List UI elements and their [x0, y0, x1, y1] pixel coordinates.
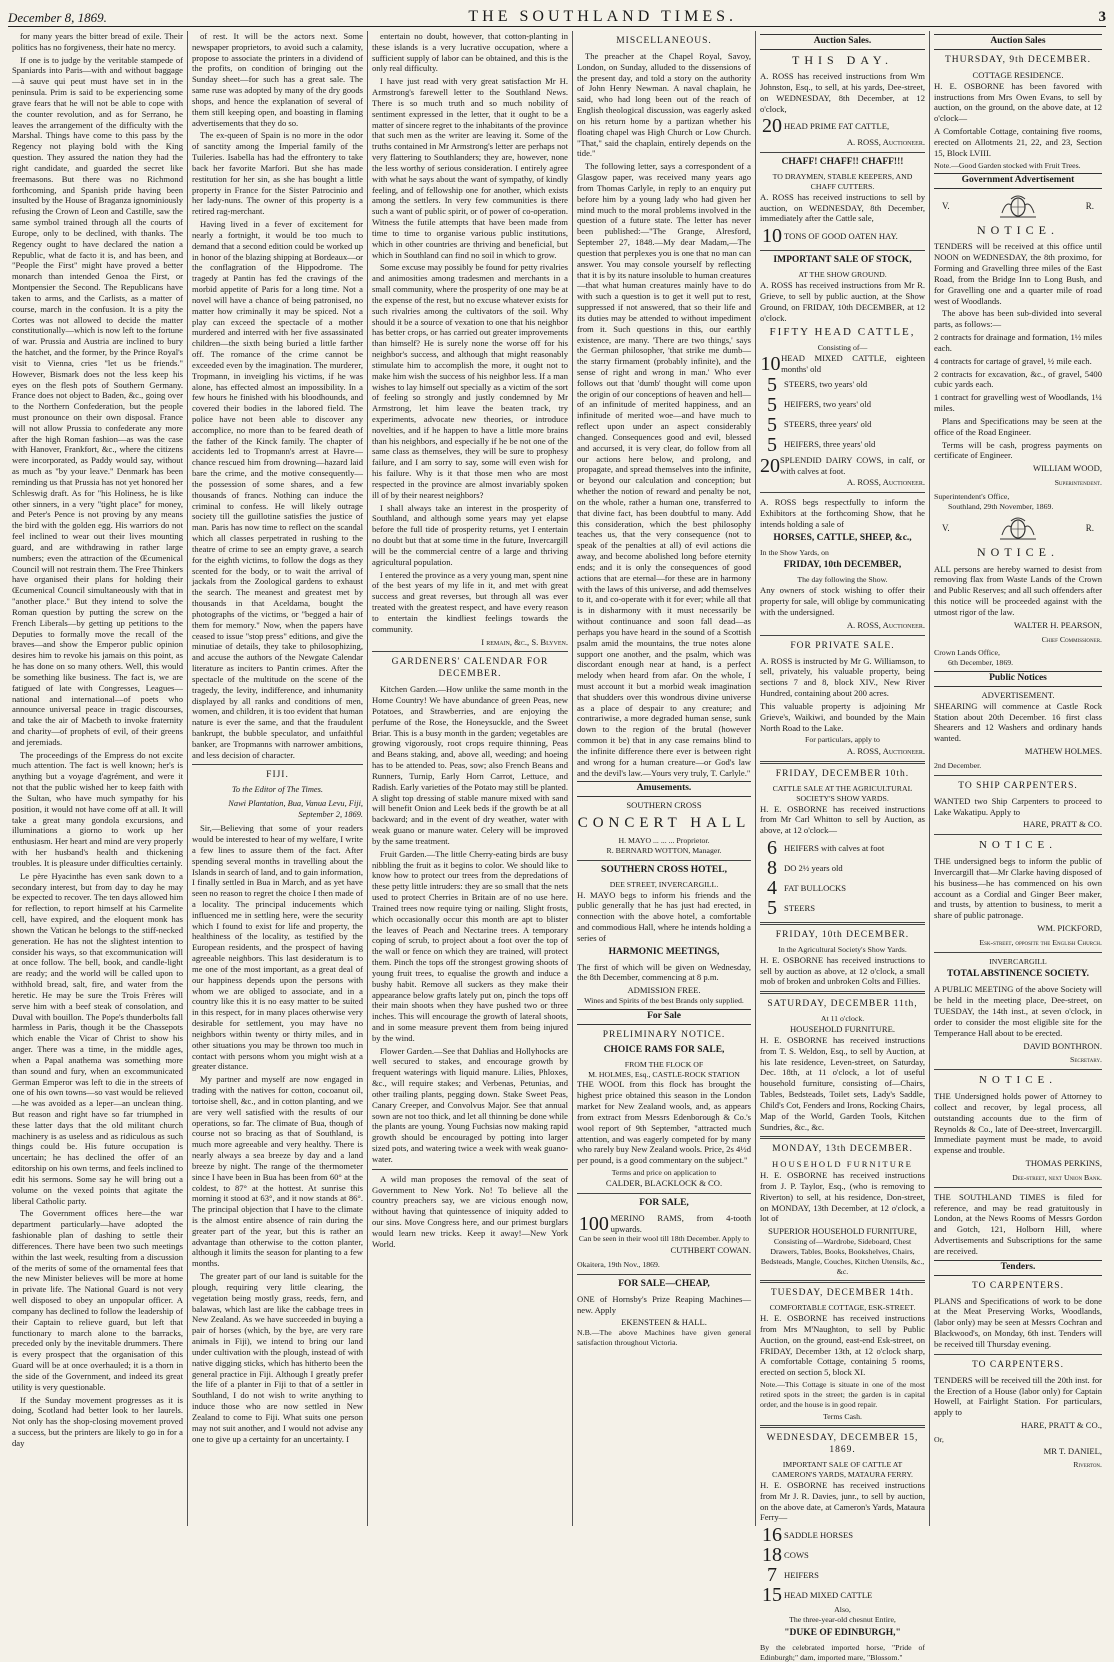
paragraph: The Government offices here—the war department particularly—have adopted the fashionable plan of dashing to settle their differences. There have been two such meetings within the last week, resulting from a discussion of the merits of some of the ornamental fees that the new Minister believes will be more at home in private life. The National Guard is not very well disposed to obey an unpopular officer. A company has declined to follow the leadership of their Captain to relieve guard, but left that functionary to march alone to the barracks, preceded only by the inevitable drummers. There is every prospect that the organisation of this Guard will be at once overhauled; it is a thorn in the side of the Government, and indeed its great utility is very questionable.	[12, 1208, 183, 1392]
divider	[760, 152, 925, 153]
gardeners-calendar-heading: GARDENERS' CALENDAR FOR DECEMBER.	[391, 657, 549, 680]
hotel-name: SOUTHERN CROSS HOTEL,	[601, 864, 727, 875]
stock-lots	[760, 353, 925, 476]
merino-date: Okaitera, 19th Nov., 1869.	[577, 1260, 660, 1270]
private-sale-heading: FOR PRIVATE SALE.	[790, 640, 895, 651]
hotel-text: H. MAYO begs to inform his friends and the public generally that he has just had erected, in connection with the above hotel, a comfortable and commodious Hall, where he intends holding a series of	[577, 889, 751, 943]
cheap-agent: EKENSTEEN & HALL.	[621, 1317, 707, 1328]
auctioneer-sign: A. ROSS, Auctioneer.	[846, 619, 925, 630]
letter-author: S. Blyven.	[531, 636, 568, 647]
column-1	[8, 31, 188, 1526]
ad-text: A. ROSS has received instructions from Mr R. Grieve, to sell by public auction, at the Show Ground, on FRIDAY, 10th DECEMBER, at 12 o'clock.	[760, 280, 925, 323]
for-sale-heading: For Sale	[577, 1009, 751, 1025]
merino-agent: CUTHBERT COWAN.	[670, 1245, 751, 1256]
masthead	[8, 4, 1106, 27]
lot-row: 5 STEERS	[767, 897, 816, 920]
rams-owner: M. HOLMES, Esq., CASTLE-ROCK STATION	[588, 1069, 740, 1079]
paragraph: Fruit Garden.—The little Cherry-eating birds are busy nibbling the fruit as it begins to color. We should like to know how to protect our trees from the depredations of these petty little intruders: they are so small that the nets used to protect Cherries in Britain are of no use here. Trained trees now require tying or nailing. Slight frosts, which occasionally occur this month are apt to blister the leaves of Peach and Nectarine trees. A temporary coping of scrub, to project about a foot over the top of the wall or fence on which they are trained, will protect them. Pinch the tops off the strongest growing shoots of young fruit trees, to equalise the growth and induce a bushy habit. Remove all suckers as they make their appearance below grafts lately put on, pinch the tops off their main shoots when they have pushed two or three inches. This will encourage the growth of lateral shoots, and in some measure prevent them from being injured by the wind.	[372, 848, 568, 1043]
public-notices-heading: Public Notices	[934, 671, 1102, 687]
divider	[934, 834, 1102, 835]
lot-row: 5 STEERS, three years' old	[767, 413, 872, 436]
column-5: Auction Sales. THIS DAY. A. ROSS has received instructions from Wm Johnston, Esq., to sell, at his yards, Dee-street, on WEDNESDAY, 8th December, at 12 o'clock, 20 HEAD PRIME FAT CATTLE, A. ROSS, Auctioneer. CHAFF! CHAFF!! CHAFF!!! TO DRAYMEN, STABLE KEEPERS, AND CHAFF CUTTERS. A. ROSS has received instructions to sell by auction, on WEDNESDAY, 8th December, immediately after the Cattle sale, 10 TONS OF GOOD OATEN HAY. IMPORTANT SALE OF STOCK, AT THE SHOW GROUND. A. ROSS has received instructions from Mr R. Grieve, to sell by public auction, at the Show Ground, on FRIDAY, 10th DECEMBER, at 12 o'clock. FIFTY HEAD CATTLE, Consisting of— 10 HEAD MIXED CATTLE, eighteen months' old 5 STEERS, two years' old 5 HEIFERS, two years' old 5 STEERS, three years' old 5 HEIFERS, three years' old 20 SPLENDID DAIRY COWS, in calf, or with calves at foot. A. ROSS, Auctioneer. A. ROSS begs respectfully to inform the Exhibitors at the forthcoming Show, that he intends holding a sale of HORSES, CATTLE, SHEEP, &c., In the Show Yards, on FRIDAY, 10th DECEMBER, The day following the Show. Any owners of stock wishing to offer their property for sale, will oblige by communicating with the undersigned. A. ROSS, Auctioneer. FOR PRIVATE SALE. A. ROSS is instructed by Mr G. Williamson, to sell, privately, his valuable property, being sections 7 and 8, block XIV., New River Hundred, containing about 200 acres. This valuable property is adjoining Mr Grieve's, Waikiwi, and bounded by the Main North Road to the Lake. For particulars, apply to A. ROSS, Auctioneer. FRIDAY, DECEMBER 10th. CATTLE SALE AT THE AGRICULTURAL SOCIETY'S SHOW YARDS. H. E. OSBORNE has received instructions from Mr Carl Whitton to sell by Auction, as above, at 12 o'clock— 6 HEIFERS with calves at foot 8 DO 2½ years old 4 FAT BULLOCKS 5 STEERS FRIDAY, 10th DECEMBER. In the Agricultural Society's Show Yards. H. E. OSBORNE has received instructions to sell by auction as above, at 12 o'clock, a small mob of broken and unbroken Colts and Fillies. SATURDAY, DECEMBER 11th, At 11 o'clock. HOUSEHOLD FURNITURE. H. E. OSBORNE has received instructions from T. S. Weldon, Esq., to sell by Auction, at his late residence, Leven-street, on Saturday, Dec. 18th, at 11 o'clock, a lot of useful household furniture, consisting of—Chairs, Tables, Bedsteads, Toilet sets, Lady's Saddle, Child's Cot, Fenders and Irons, Rocking Chairs, Map of the World, Garden Tools, Kitchen Sundries, &c., &c. MONDAY, 13th DECEMBER. HOUSEHOLD FURNITURE H. E. OSBORNE has received instructions from J. P. Taylor, Esq., (who is removing to Riverton) to sell, at his residence, Don-street, on MONDAY, 13th December, at 12 o'clock, a lot of SUPERIOR HOUSEHOLD FURNITURE, Consisting of—Wardrobe, Sideboard, Chest Drawers, Tables, Books, Bookshelves, Chairs, Bedsteads, Mangle, Couches, Kitchen Utensils, &c., &c. TUESDAY, DECEMBER 14th. COMFORTABLE COTTAGE, ESK-STREET. H. E. OSBORNE has received instructions from Mrs M'Naughton, to sell by Public Auction, on the ground, east-end Esk-street, on FRIDAY, December 13th, at 12 o'clock sharp, A comfortable Cottage, containing 5 rooms, erected on section 5, block XI. Note.—This Cottage is situate in one of the most retired spots in the street; the garden is in capital order, and the house is in good repair. Terms Cash. WEDNESDAY, DECEMBER 15, 1869. IMPORTANT SALE OF CATTLE AT CAMERON'S YARDS, MATAURA FERRY. H. E. OSBORNE has received instructions from Mr J. R. Davies, junr., to sell by auction, on the above date, at Cameron's Yards, Mataura Ferry— 16 SADDLE HORSES 18 COWS 7 HEIFERS 15 HEAD MIXED CATTLE Also, The three-year-old chesnut Entire, "DUKE OF EDINBURGH," By the celebrated imported horse, "Pride of Edinburgh;" dam, imported mare, "Blossom."	[756, 31, 930, 1526]
royal-arms-icon	[998, 515, 1038, 541]
royal-crest: V. R.	[942, 515, 1094, 541]
harmonic-text: The first of which will be given on Wednesday, the 8th December, commencing at 8 p.m.	[577, 961, 751, 983]
concert-manager: R. BERNARD WOTTON, Manager.	[606, 845, 722, 855]
wines-note: Wines and Spirits of the best Brands only supplied.	[584, 996, 744, 1006]
rams-text: THE WOOL from this flock has brought the highest price obtained this season in the London market for New Zealand wools, and, as appears from extract from Messrs Edenborough & Co.'s wool report of 9th September, "attracted much attention, and was eagerly competed for by many who rarely buy New Zealand wools. Price, 2s 4½d per pound, is a good commentary on the subject."	[577, 1079, 751, 1166]
rams-agent: CALDER, BLACKLOCK & CO.	[605, 1177, 723, 1188]
paragraph: The following letter, says a correspondent of a Glasgow paper, was received many years ago from Thomas Carlyle, in reply to an enquiry put before him by a young lady who had given her mind much to the moral problems involved in the question of a future state. The letter has never been published:—"The Grange, Alresford, September 27, 1848.—My dear Madam,—The question that perplexes you is one that no man can answer. You may console yourself by reflecting that it is by its nature insoluble to human creatures—that what human creatures mainly have to do with such a question is to get it well put to rest, suppressed if not answered, that so their life and its duties may be attended to without impediment from it. Such questions in this, our earthly existence, are many. 'There are two things,' says the German philosopher, 'that strike me dumb—the starry firmament (probably infinite), and the sense of right and wrong in man.' Who ever follows out that 'dumb' thought will come upon the origin of our conceptions of heaven and hell—of an infinitude of merited happiness, and an infinitude of merited woe—and have much to reflect upon under an aspect considerably changed. Consequences good and evil, blessed and accursed, it is very clear, do follow from all our actions here below, and prolong, and propagate, and spread themselves into the infinite, or beyond our calculation and conception; but whether the notion of reward and penalty be not, on the whole, rather a human one, transferred to that divine fact, has been doubtful to many. Add this consideration, which the best philosophy teaches us, that the very consequence (not to speak of the penalties at all) of evil actions die away, and become abolished long before eternity ends; and it is only the consequences of good actions that are eternal—for these are in harmony with the laws of this universe, and add themselves to it, and co-operate with it for ever; while all that is in disharmony with it must necessarily be without continuance and soon fall dead—as perhaps you have heard in the sound of a Scottish psalm amid the mountains, the true notes alone support one another, and the psalm, which was discordant enough near at hand, is a perfect melody when heard from afar. On the whole, I must account it but a morbid weak imagination that shudders over this wondrous divine universe as a place of despair to any creature; and contrariwise, a more degraded human sense, sunk down to the region of the brutal (however common it be) that in any case remains blind to the infinite difference there ever is between right and wrong for a human creature—or God's law and the devil's law.—Yours very truly, T. Carlyle."	[577, 161, 751, 778]
admission-free: ADMISSION FREE.	[627, 985, 701, 996]
preliminary-notice: PRELIMINARY NOTICE.	[602, 1029, 726, 1040]
divider	[760, 1136, 925, 1139]
rams-from: FROM THE FLOCK OF	[624, 1059, 704, 1069]
column-3	[368, 31, 573, 1526]
merino-seen: Can be seen in their wool till 18th December. Apply to	[578, 1234, 750, 1244]
stock-sale-heading: IMPORTANT SALE OF STOCK,	[773, 255, 912, 266]
cheap-text: ONE of Hornsby's Prize Reaping Machines—new. Apply	[577, 1293, 751, 1315]
paragraph: I have just read with very great satisfaction Mr H. Armstrong's farewell letter to the Southland News. There is so much truth and so much nobility of sentiment expressed in the letter, that it ought to be a matter of sincere regret to the inhabitants of the province that such men as the writer are leaving it. Some of the truths contained in Mr Armstrong's letter are perhaps not very flattering to Southlanders; they are, however, none the less worthy of serious consideration. I entirely agree with what he says about the want of sympathy, of kindly feeling, and of fellowship one for another, which exists among the settlers. In very few communities is there such a want of public spirit, or of power of co-operation. Witness the futile attempts that have been made from time to time to organise various public institutions, which in other countries are thriving and beneficial, but which in Southland can find no soil in which to grow.	[372, 76, 568, 260]
divider	[760, 492, 925, 493]
harmonic-meetings: HARMONIC MEETINGS,	[608, 946, 720, 957]
letter-signoff: I remain, &c., S. Blyven.	[481, 636, 568, 647]
auctioneer-sign: A. ROSS, Auctioneer.	[846, 137, 925, 148]
paragraph: Having lived in a fever of excitement for nearly a fortnight, it would be too much to demand that a second edition could be worked up in honor of the blazing shipping at Bordeaux—or the conflagration of the Hippodrome. The tragedy at Pantin has fed the cravings of the morbid appetite of Paris for a long time. Not a novel will have a chance of being patronised, no matter how criminally it may be spiced. Not a play can exceed the spectacle of a mother murdered and interred with her five assassinated children—the sixth being buried a little farther off. The romance of the crime cannot be exceeded even by the imagination. The murderer, Tropmann, in inveigling his victims, if he was alone, has effected almost an impossibility. In a few hours he finished with his bloodhounds, and covered their bodies in the labored field. The police have not been able to discover any accomplice, no more than to be feared death of the father of the Kinck family. The chapter of accidents led to Tropmann's arrest at Havre—chance rescued him from drowning—hazard laid bare the crime, and the motive consequently—the possession of some shares, and a few thousands of francs. Nothing can induce the criminal to confess. He will likely outrage society till the guillotine satisfies the justice of man. Paris has now time to reflect on the scandal which all classes perpetrated in rushing to the theatre of crime to see an empty grave, a search for the eighth victims, to follow the dogs as they scented for the body, or to wait the arrival of jackals from the Zoological gardens to exhaust the search. The meanest and greatest met by thousands in that Aceldama, bought the photographs of the victims, or "begged a hair of them for memory." Now, when the papers have ceased to issue "stop press" editions, and give the minutiae of details, they take to philosophizing, and accuse the authors of the Newgate Calendar literature as inciters to Pantin crimes. After the spectacle of the multitude on the scene of the tragedy, the levity, indifference, and inhumanity displayed by all ranks and conditions of men, women, and children, it is too evident that human nature is ever the same, and that the fraudulent bankrupt, the bubble speculator, and unfaithful banker, are Tropmanns with narrower ambitions, and less decision of character.	[192, 219, 363, 760]
columns	[8, 31, 1106, 1662]
lot-row: 10 HEAD MIXED CATTLE, eighteen months' old	[760, 352, 925, 375]
issue-date: December 8, 1869.	[8, 10, 107, 25]
paris-correspondence	[12, 31, 183, 1449]
chaff-sub: TO DRAYMEN, STABLE KEEPERS, AND CHAFF CUTTERS.	[772, 172, 913, 191]
lot-row: 20 SPLENDID DAIRY COWS, in calf, or with calves at foot.	[760, 454, 925, 477]
cheap-heading: FOR SALE—CHEAP,	[618, 1278, 710, 1289]
divider	[760, 761, 925, 764]
auction-sales-heading: Auction Sales.	[760, 34, 925, 50]
paragraph: of rest. It will be the actors next. Some newspaper proprietors, to avoid such a calamity, propose to associate the printers in a dividend of the profits, on condition of bringing out the Sunday sheet—for such has a great sale. The same ruse was adopted by many of the dry goods shops, and hence the explanation of several of them still keeping open, and boasting in flaming advertisements that they do so.	[192, 31, 363, 128]
chaff-heading: CHAFF! CHAFF!! CHAFF!!!	[781, 157, 904, 168]
choice-rams-heading: CHOICE RAMS FOR SALE,	[603, 1044, 725, 1055]
lot-row: 5 HEIFERS, two years' old	[767, 393, 872, 416]
newspaper-title: THE SOUTHLAND TIMES.	[468, 8, 737, 25]
paragraph: for many years the bitter bread of exile. Their politics has no forgiveness, their hate no mercy.	[12, 31, 183, 52]
divider	[577, 1274, 751, 1275]
lot-row: 4 FAT BULLOCKS	[767, 877, 846, 900]
miscellaneous-heading: MISCELLANEOUS.	[616, 36, 712, 46]
lot-row: 7 HEIFERS	[767, 1564, 819, 1587]
paragraph: I shall always take an interest in the prosperity of Southland, and although some years may yet elapse before the full tide of prosperity returns, yet I entertain no doubt but that at some time in the future, Invercargill will be the commercial centre of a large and thriving agricultural population.	[372, 502, 568, 567]
divider	[934, 1187, 1102, 1188]
paragraph: entertain no doubt, however, that cotton-planting in these islands is a very lucrative occupation, where a sufficient supply of labor can be obtained, and this is the only real difficulty.	[372, 31, 568, 74]
lot-row: 18 COWS	[762, 1544, 809, 1567]
divider	[192, 764, 363, 765]
rams-terms: Terms and price on application to	[611, 1168, 717, 1178]
ad-text: A. ROSS begs respectfully to inform the Exhibitors at the forthcoming Show, that he intends holding a sale of	[760, 497, 925, 529]
royal-crest: V. R.	[942, 193, 1094, 219]
divider	[760, 250, 925, 251]
merino-text: MERINO RAMS, from 4-tooth upwards.	[610, 1212, 751, 1234]
ad-text: A. ROSS has received instructions to sell by auction, on WEDNESDAY, 8th December, immediately after the Cattle sale,	[760, 191, 925, 224]
lot-row: 15 HEAD MIXED CATTLE	[762, 1584, 873, 1607]
lot-row: 20 HEAD PRIME FAT CATTLE,	[762, 115, 890, 138]
concert-hall-title: CONCERT HALL	[577, 815, 751, 832]
divider	[577, 860, 751, 861]
fiji-to-editor: To the Editor of The Times.	[232, 785, 323, 795]
divider	[372, 1169, 568, 1170]
paragraph: Sir,—Believing that some of your readers would be interested to hear of my welfare, I write a few lines to assure them of the fact. After spending several months in travelling about the Islands in search of land, and to gain information, I finally settled in Bua in March, and as yet have seen no reason to regret the choice I then made of a locality. The principal inducements which influenced me in settling here, were the security which I found to exist for life and property, the healthiness of the locality, as testified by the European residents, and the prospect of having agreeable neighbors. This last desideratum is to me one of the most important, as a great deal of our happiness depends upon the persons with whom we are obliged to associate, and in a country like this it is no easy matter to be suited in this respect, for in many places otherwise very desirable for settlement, you may have no neighbors within twenty or thirty miles, and in other situations you may be thrown too much in contact with persons whom you might wish at a greater distance.	[192, 823, 363, 1072]
lot-row: 5 HEIFERS, three years' old	[767, 433, 876, 456]
column-4	[573, 31, 756, 1526]
divider	[934, 775, 1102, 776]
paragraph: I entered the province as a very young man, spent nine of the best years of my life in it, and met with great success and great reverses, but through all was ever treated with the greatest respect, and have every reason to entertain the kindliest feelings towards the community.	[372, 569, 568, 634]
paragraph: The ex-queen of Spain is no more in the odor of sanctity among the Imperial family of the Tuileries. Isabella has had the effrontery to take back her favorite Marfori. But she has made restitution for her sin, as she has bought a little property in France for the Sister Patrocinio and her lady-nuns. The owner of this property is a retired rag-merchant.	[192, 130, 363, 217]
page-number: 3	[1098, 9, 1106, 25]
paragraph: If one is to judge by the veritable stampede of Spaniards into Paris—with and without baggage—à sauve qui peut must have set in in the peninsula. Prim is said to be experiencing some grave fears that he will not be able to cope with the counter revolution, and as for Serrano, he leaves the arrangement of the difficulty with the Marshal. Things have come to this pass by the Regency not playing bold with the King question. They assured the nation they had the right candidate, and guarded the secret like freemasons. But there was no Richmond forthcoming, and Spanish pride having been insulted by the House of Braganza ignominiously refusing the Crown of Leon and Castille, saw the same symbol trained through all the courts of Europe, only to be declined, with thanks. The Regency ought to have declared the nation a Republic, what de facto it is, and has been, and "People the First" might have proved a better monarch than intended Genoa the First, or Montpensier the Second. The Republicans have taken to arms, and the Carlists, as a matter of course, march in the confusion. It is a pity the Cortes was not allowed to decide the matter constitutionally—which is now left to the fortune of war. Prussia and Austria are inclined to bury the hatchet, and the former, by the Prince Royal's visit to Vienna, cries "let us be friends." However, Bismark does not the less keep his eyes on the flesh pots of Southern Germany. France does not object to Baden, &c., going over to the Northern Confederation, but the people must pronounce on their own disposal. France will not allow Prussia to confederate any more after the high Roman fashion—as was the case with Hanover, Frankfort, &c., where the citizens were incorporated, as Paddy would say, without as much as "by your leave." Denmark has been reminding us that Prussia has not yet honored her Schleswig draft. As for "his Holiness, he is like other sinners, in a very "tight place" for money, and Peter's Pence is not proving by any means the bird with the golden egg. His warriors do not feel inclined to wear out their lives mounting guard, and are withdrawing in rather large numbers; even the attraction of the Œcumenical Council will not restrain them. The Free Thinkers have organised their plans for holding their Œcumenical Council simultaneously with that in "another place." But they intend to solve the Roman question by putting the screw on the French Liberals—by getting up petitions to the Deputies to formally move the recall of the braves—and show the Emperor public opinion desires him to revoke his jamais on this point, as he has done on so many others. Well, this would be something like business. The fact is, we are fatigued of late with Congresses, Leagues—national and international—of poets who announce universal peace in tragic discourses, and take the air of Macbeth to invoke fraternity and charity—of prophets of evil, of their greens and jeremiads.	[12, 54, 183, 747]
merino-lot	[577, 1213, 751, 1235]
fiji-heading: FIJI.	[266, 770, 289, 781]
this-day: THIS DAY.	[791, 52, 893, 67]
divider	[760, 635, 925, 636]
paragraph: A wild man proposes the removal of the seat of Government to New York. No! To believe all the country preachers say, we are vicious enough now, without having that quintessence of iniquity added to our sins. Move Congress here, and our primest burglars would learn new tricks. Keep it away!—New York World.	[372, 1173, 568, 1249]
paragraph: The preacher at the Chapel Royal, Savoy, London, on Sunday, alluded to the dissensions of the present day, and told a story on the authority of John Henry Newman. A naval chaplain, he said, who had long been out of the reach of English theological discussion, was eagerly asked on his return home by a partizan whether his floating chapel was High Church or Low Church. "That," said the chaplain, entirely depends on the tide."	[577, 50, 751, 159]
auction-sales-heading: Auction Sales	[934, 34, 1102, 50]
paragraph: If the Sunday movement progresses as it is doing, Scotland had better look to her laurels. Not only has the shop-closing movement proved a success, but the printers are likely to go in for a day	[12, 1394, 183, 1448]
cheap-nb: N.B.—The above Machines have given general satisfaction throughout Victoria.	[577, 1328, 751, 1348]
fifty-head-cattle: FIFTY HEAD CATTLE,	[769, 326, 916, 339]
paragraph: Flower Garden.—See that Dahlias and Hollyhocks are well secured to stakes, and encourage growth by frequent waterings with liquid manure. Lilies, Phloxes, &c., will require stakes; and Verbenas, Petunias, and other trailing plants, pegging down. Stake Sweet Peas, Canary Creeper, and Convolvus Major. See that annual sown are not too thick, and let all thinning be done while the plants are young. Young Fuchsias now making rapid growth should be encouraged by potting into larger sized pots, and watering twice a week with weak guano-water.	[372, 1045, 568, 1164]
tenders-heading: Tenders.	[934, 1260, 1102, 1276]
paragraph: The proceedings of the Empress do not excite much attention. The fact is well known; her's is anything but a voyage d'agrément, and were it not that the public wished her to keep faith with the Sultan, who have much sympathy for his position, it would not have come off at all. It will take a great many gondola excursions, and illuminations a giorno to work up her enthusiasm. Her heart and mind are very properly with her husband's health and thickening troubles. It is pleasure under difficulties certainly.	[12, 749, 183, 868]
lot-row: 8 DO 2½ years old	[767, 857, 843, 880]
concert-prefix: SOUTHERN CROSS	[626, 800, 702, 811]
amusements-heading: Amusements.	[577, 781, 751, 797]
merino-quantity: 100	[578, 1212, 609, 1235]
paragraph: Kitchen Garden.—How unlike the same month in the Home Country! We have abundance of green Peas, new Potatoes, and Strawberries, and are enjoying the perfume of the Rose, the Honeysuckle, and the Sweet Briar. This is a busy month in the garden; vegetables are growing vigorously, root crops require thinning, Peas and Beans staking, and, above all, weeding; and hoeing has to be attended to. Peas, sow; also French Beans and Runners, Turnip, Early Horn Carrot, Lettuce, and Radish. Early varieties of the Potato may still be planted. A slight top dressing of stable manure mixed with sand will benefit Onion and Leek beds if the growth be at all backward; and in the event of dry weather, water with weak guano or manure water. Celery will be improved by the same treatment.	[372, 684, 568, 846]
paragraph: Le père Hyacinthe has even sank down to a secondary interest, but from day to day he may be expected to recover. The ten days allowed him for reflection, to report himself at his Carmelite cell, have expired, and the eloquent monk has shown the Vatican he belongs to the stiff-necked generation. He has not the slightest intention to consider his ways, so that excommunication will at once follow. The bell, book, and candle-light are ready; and the world will be called upon to withhold bread, salt, fire, and water from the heretic. He may be sure the Trois Frères will serve him with a beef steak of consolation, and Duval with bouillon. The Pope's thunderbolts fall harmless in Paris, though it be the Chassepots which enable the Vicar of Christ to show his anger. There was a time, in the middle ages, when a Papal anathema was something more than sound and fury, when an excommunicated German Emperor was left to die in the streets of one of his own towns—so vast would be relieved—he was avoided as a leper—an unclean thing. But reason and right have so far triumphed in these latter days that the old militant church machinery is as useless and as ridiculous as such things could be. His future occupation is uncertain; he has declined the offer of an editorship on his own terms, and feels inclined to edit his sermons. Some say he will bring out a volume on the vexed points that agitate the liberal Catholic party.	[12, 870, 183, 1206]
hotel-street: DEE STREET, INVERCARGILL.	[609, 879, 719, 889]
lot-row: 10 TONS OF GOOD OATEN HAY.	[762, 225, 898, 248]
government-advertisement-heading: Government Advertisement	[934, 173, 1102, 189]
auctioneer-sign: A. ROSS, Auctioneer.	[846, 477, 925, 488]
divider	[760, 1280, 925, 1283]
column-6: Auction Sales THURSDAY, 9th DECEMBER. COTTAGE RESIDENCE. H. E. OSBORNE has been favored with instructions from Mrs Owen Evans, to sell by auction, on the ground, on the above date, at 12 o'clock— A Comfortable Cottage, containing five rooms, erected on Allotments 21, 22, and 23, Section 15, Block LVIII. Note.—Good Garden stocked with Fruit Trees. Government Advertisement V. R. NOTICE. TENDERS will be received at this office until NOON on WEDNESDAY, the 8th proximo, for Forming and Gravelling three miles of the East Road, from the Bridge Inn to Long Bush, and for Gravelling one and a quarter mile of road west of Woodlands. The above has been sub-divided into several parts, as follows:— 2 contracts for drainage and formation, 1½ miles each. 4 contracts for cartage of gravel, ½ mile each. 2 contracts for excavation, &c., of gravel, 5400 cubic yards each. 1 contract for gravelling west of Woodlands, 1¼ miles. Plans and Specifications may be seen at the office of the Road Engineer. Terms will be cash, progress payments on certificate of Engineer. WILLIAM WOOD, Superintendent. Superintendent's Office, Southland, 29th November, 1869. V. R. NOTICE. ALL persons are hereby warned to desist from removing flax from Waste Lands of the Crown and Public Reserves; and all such offenders after this notice will be proceeded against with the utmost rigor of the law. WALTER H. PEARSON, Chief Commissioner. Crown Lands Office, 6th December, 1869. Public Notices ADVERTISEMENT. SHEARING will commence at Castle Rock Station about 20th December. 16 first class Shearers and 12 Washers and ordinary hands wanted. MATHEW HOLMES. 2nd December. TO SHIP CARPENTERS. WANTED two Ship Carpenters to proceed to Lake Wakatipu. Apply to HARE, PRATT & CO. NOTICE. THE undersigned begs to inform the public of Invercargill that—Mr Clarke having disposed of his business—he has commenced on his own account as a Cordial and Ginger Beer maker, and trusts, by attention to business, to merit a share of public patronage. WM. PICKFORD, Esk-street, opposite the English Church. INVERCARGILL TOTAL ABSTINENCE SOCIETY. A PUBLIC MEETING of the above Society will be held in the meeting place, Dee-street, on TUESDAY, the 14th inst., at seven o'clock, in order to consider the most eligible site for the Temperance Hall about to be erected. DAVID BONTHRON. Secretary. NOTICE. THE Undersigned holds power of Attorney to collect and recover, by legal process, all outstanding accounts due to the firm of Reynolds & Co., late of Dee-street, Invercargill. Immediate payment must be made, to avoid expense and trouble. THOMAS PERKINS, Dee-street, next Union Bank. THE SOUTHLAND TIMES is filed for reference, and may be read gratuitously in London, at the News Rooms of Messrs Gordon and Gotch, 121, Holborn Hill, where Advertisements and Subscriptions for the same are received. Tenders. TO CARPENTERS. PLANS and Specifications of work to be done at the Meat Preserving Works, Woodlands, (labor only) may be seen at Messrs Cochran and Blackwood's, on Monday, 6th inst. Tenders will be received till Thursday evening. TO CARPENTERS. TENDERS will be received till the 20th inst. for the Erection of a House (labor only) for Captain Howell, at Fairlight Station. For particulars, apply to HARE, PRATT & CO., Or, MR T. DANIEL, Riverton.	[934, 36, 1102, 1470]
divider	[934, 1354, 1102, 1355]
divider	[760, 922, 925, 925]
divider	[760, 1425, 925, 1428]
paragraph: My partner and myself are now engaged in trading with the natives for cotton, cocoanut oil, tortoise shell, &c., and in cotton planting, and we are very well satisfied with the results of our operations, so far. The climate of Bua, though of course not so bracing as that of Southland, is much more agreeable and very healthy. There is nearly always a sea breeze by day and a land breeze by night. The range of the thermometer since I have been in Bua has been from 60° at the coldest, to 87° at the hottest. At sunrise this morning it stood at 63°, and it now stands at 86°. The principal objection that I have to the climate is the almost entire absence of rain during the greater part of the year, but this is rather an advantage than otherwise to the cotton planter, although it limits the season for planting to a few months.	[192, 1074, 363, 1269]
merino-heading: FOR SALE,	[639, 1197, 689, 1208]
column-2	[188, 31, 368, 1526]
auctioneer-sign: A. ROSS, Auctioneer.	[846, 746, 925, 757]
stock-sale-sub: AT THE SHOW GROUND.	[798, 270, 887, 280]
divider	[760, 991, 925, 994]
divider	[577, 1193, 751, 1194]
paragraph: Some excuse may possibly be found for petty rivalries and animosities among tradesmen and merchants in a small community, where the prosperity of one may be at the expense of the rest, but no excuse whatever exists for such rivalries among the cultivators of the soil. Why should it be a source of vexation to one that his neighbor has better crops, or has carried out greater improvements than himself? He is surely none the worse off for his neighbor's success, and although that might reasonably stimulate him to accomplish the more, it ought not to make him wish the success of his neighbor less. If a man wishes to lay himself out specially as a victim of the sort of feeling so strongly and justly condemned by Mr Armstrong, let him leave the beaten track, try experiments, advocate new theories, or introduce novelties, and if he happen to have a little more brains than his neighbors, and especially if he be not one of the same class as themselves, they will be sure to prophesy failure, and I am sorry to say, some will even wish for his failure. Why is it that those men who are most respected in the province are almost invariably spoken ill of by their nearest neighbors?	[372, 262, 568, 500]
lot-row: 6 HEIFERS with calves at foot	[767, 837, 885, 860]
ad-text: A. ROSS has received instructions from Wm Johnston, Esq., to sell, at his yards, Dee-street, on WEDNESDAY, 8th December, at 12 o'clock,	[760, 71, 925, 114]
paragraph: The greater part of our land is suitable for the plough, requiring very little clearing, the vegetation being mostly grass, reeds, fern, and balawas, which last are like the cabbage trees in New Zealand. As we have succeeded in buying a pair of horses (which, by the bye, are very rare animals in Fiji), we intend to bring our land under cultivation with the plough, instead of with native digging sticks, which has hitherto been the general practice in Fiji. Although I greatly prefer the life of a planter in Fiji to that of a settler in Southland, I do not wish to write anything to induce those who are now settled in New Zealand to come to Fiji. What suits one person may not suit another, and I would not advise any one to give up a certainty for an uncertainty. I	[192, 1271, 363, 1444]
lot-row: 5 STEERS, two years' old	[767, 373, 868, 396]
divider	[372, 651, 568, 652]
royal-arms-icon	[998, 193, 1038, 219]
concert-proprietor: H. MAYO ... ... ... Proprietor.	[618, 836, 710, 846]
lot-row: 16 SADDLE HORSES	[762, 1524, 853, 1547]
divider	[934, 1069, 1102, 1070]
fiji-place: Nawi Plantation, Bua, Vanua Levu, Fiji, September 2, 1869.	[228, 799, 363, 819]
divider	[934, 952, 1102, 953]
